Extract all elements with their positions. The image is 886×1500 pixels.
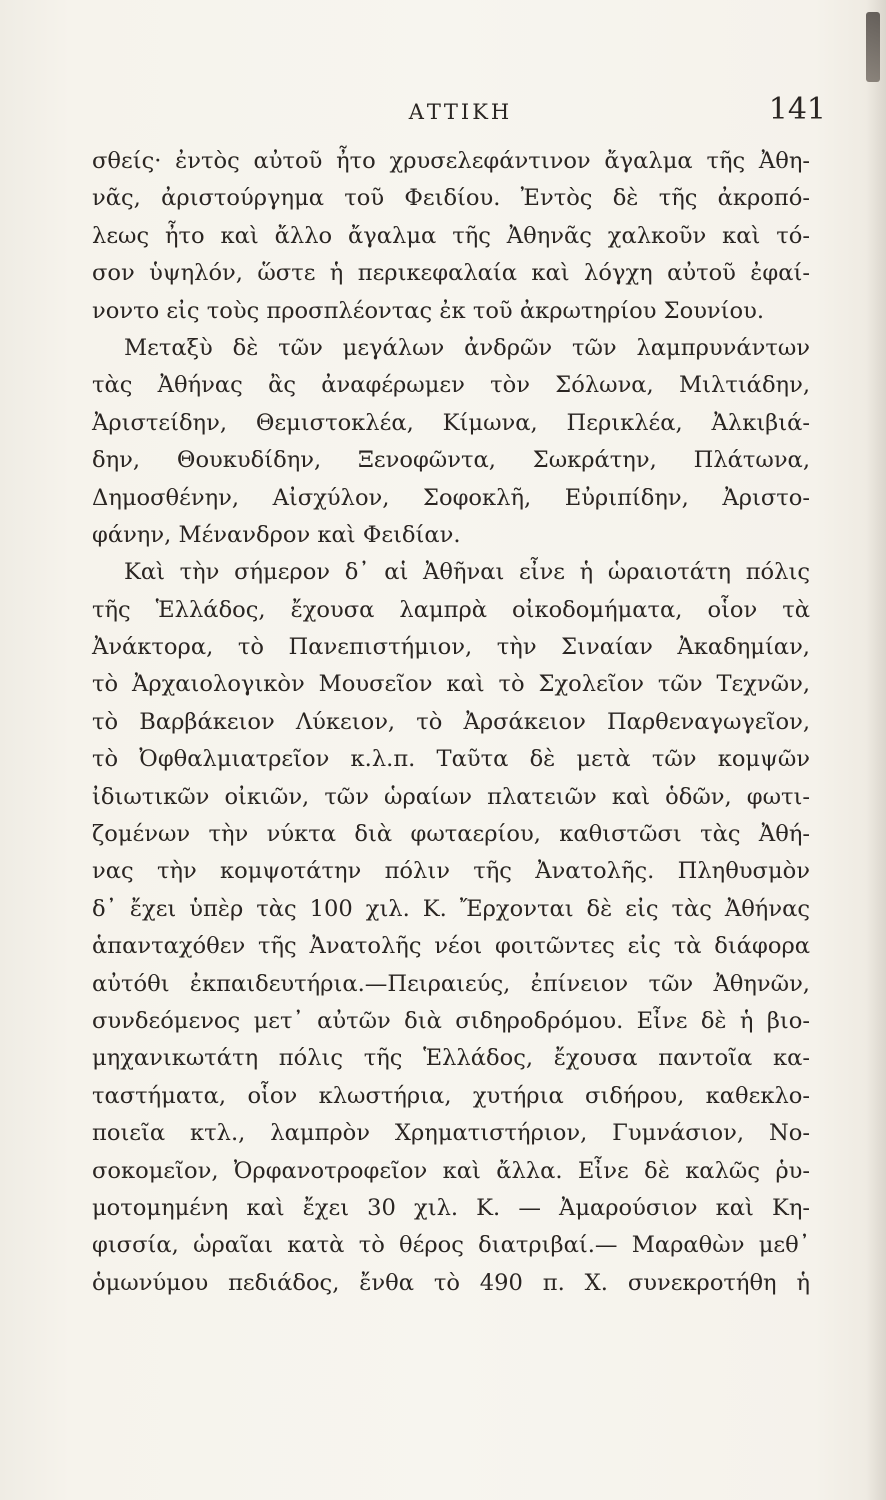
text-line: ποιεῖα κτλ., λαμπρὸν Χρηματιστήριον, Γυμνάσιον, Νο- [92, 1120, 810, 1147]
text-line: νᾶς, ἀριστούργημα τοῦ Φειδίου. Ἐντὸς δὲ τῆς ἀκροπό- [92, 185, 810, 212]
text-line: τῆς Ἑλλάδος, ἔχουσα λαμπρὰ οἰκοδομήματα, οἷον τὰ [92, 596, 810, 623]
text-line: ἰδιωτικῶν οἰκιῶν, τῶν ὡραίων πλατειῶν καὶ ὁδῶν, φωτι- [92, 783, 810, 810]
text-line: μηχανικωτάτη πόλις τῆς Ἑλλάδος, ἔχουσα παντοῖα κα- [92, 1045, 810, 1072]
page-header [95, 92, 826, 136]
text-line: νοντο εἰς τοὺς προσπλέοντας ἐκ τοῦ ἀκρωτηρίου Σουνίου. [92, 297, 765, 324]
text-line: συνδεόμενος μετ᾽ αὐτῶν διὰ σιδηροδρόμου. Εἶνε δὲ ἡ βιο- [92, 1007, 810, 1034]
running-head: ΑΤΤΙΚΗ [408, 100, 513, 124]
text-line: αὐτόθι ἐκπαιδευτήρια.—Πειραιεύς, ἐπίνειον τῶν Ἀθηνῶν, [92, 970, 810, 997]
text-line: τὸ Ὀφθαλμιατρεῖον κ.λ.π. Ταῦτα δὲ μετὰ τῶν κομψῶν [92, 746, 810, 773]
text-line: σοκομεῖον, Ὀρφανοτροφεῖον καὶ ἄλλα. Εἶνε δὲ καλῶς ῥυ- [92, 1157, 810, 1184]
text-line: Καὶ τὴν σήμερον δ᾽ αἱ Ἀθῆναι εἶνε ἡ ὡραιοτάτη πόλις [124, 559, 810, 586]
text-line: νας τὴν κομψοτάτην πόλιν τῆς Ἀνατολῆς. Πληθυσμὸν [92, 858, 810, 885]
text-line: Ἀνάκτορα, τὸ Πανεπιστήμιον, τὴν Σιναίαν Ἀκαδημίαν, [92, 634, 810, 661]
text-line: δ᾽ ἔχει ὑπὲρ τὰς 100 χιλ. Κ. Ἔρχονται δὲ εἰς τὰς Ἀθήνας [92, 895, 810, 922]
page-edge-shadow [866, 0, 886, 1500]
text-line: μοτομημένη καὶ ἔχει 30 χιλ. Κ. — Ἀμαρούσιον καὶ Κη- [92, 1194, 810, 1221]
text-line: τὰς Ἀθήνας ἂς ἀναφέρωμεν τὸν Σόλωνα, Μιλτιάδην, [92, 372, 810, 399]
text-line: ἁπανταχόθεν τῆς Ἀνατολῆς νέοι φοιτῶντες εἰς τὰ διάφορα [92, 933, 810, 960]
text-line: δην, Θουκυδίδην, Ξενοφῶντα, Σωκράτην, Πλάτωνα, [92, 447, 810, 474]
text-line: λεως ἦτο καὶ ἄλλο ἄγαλμα τῆς Ἀθηνᾶς χαλκοῦν καὶ τό- [92, 222, 810, 249]
text-line: φισσία, ὡραῖαι κατὰ τὸ θέρος διατριβαί.— Μαραθὼν μεθ᾽ [92, 1232, 810, 1259]
text-line: ὁμωνύμου πεδιάδος, ἔνθα τὸ 490 π. Χ. συνεκροτήθη ἡ [92, 1269, 810, 1296]
text-line: σθείς· ἐντὸς αὐτοῦ ἦτο χρυσελεφάντινον ἄγαλμα τῆς Ἀθη- [92, 148, 810, 174]
text-line: Ἀριστείδην, Θεμιστοκλέα, Κίμωνα, Περικλέα, Ἀλκιβιά- [92, 409, 810, 436]
text-line: φάνην, Μένανδρον καὶ Φειδίαν. [92, 521, 461, 548]
text-line: Δημοσθένην, Αἰσχύλον, Σοφοκλῆ, Εὐριπίδην, Ἀριστο- [92, 484, 810, 511]
text-line: ζομένων τὴν νύκτα διὰ φωταερίου, καθιστῶσι τὰς Ἀθή- [92, 821, 810, 848]
page-number: 141 [768, 92, 826, 127]
text-line: σον ὑψηλόν, ὥστε ἡ περικεφαλαία καὶ λόγχη αὐτοῦ ἐφαί- [92, 260, 810, 287]
text-line: Μεταξὺ δὲ τῶν μεγάλων ἀνδρῶν τῶν λαμπρυνάντων [124, 334, 810, 361]
binding-mark [866, 12, 880, 82]
text-line: τὸ Ἀρχαιολογικὸν Μουσεῖον καὶ τὸ Σχολεῖον τῶν Τεχνῶν, [92, 671, 810, 698]
body-text [92, 143, 810, 1302]
text-line: ταστήματα, οἷον κλωστήρια, χυτήρια σιδήρου, καθεκλο- [92, 1082, 810, 1109]
text-line: τὸ Βαρβάκειον Λύκειον, τὸ Ἀρσάκειον Παρθεναγωγεῖον, [92, 708, 810, 735]
